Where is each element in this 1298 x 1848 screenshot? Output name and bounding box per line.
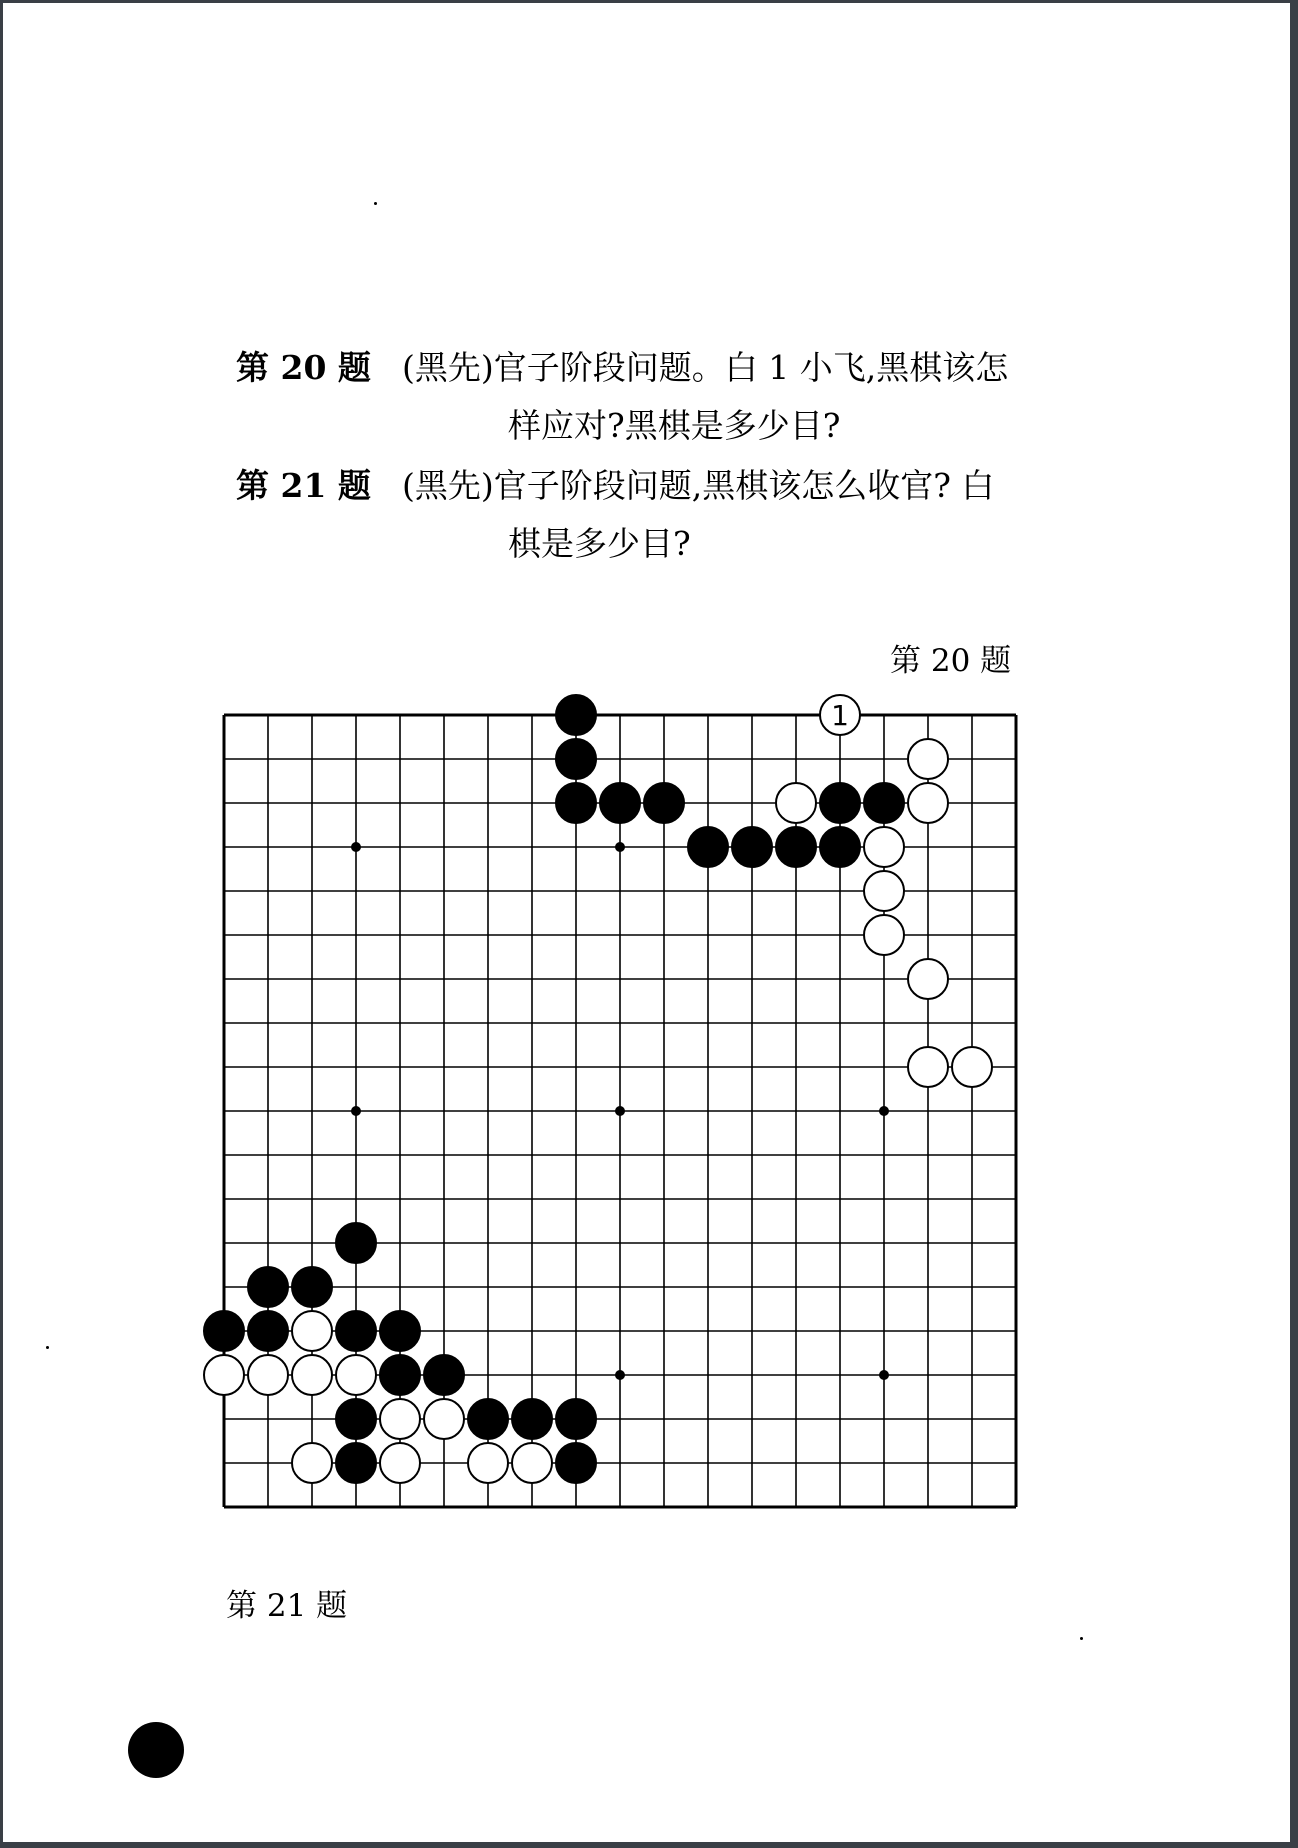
black-stone	[556, 695, 596, 735]
black-stone	[380, 1311, 420, 1351]
black-stone	[336, 1223, 376, 1263]
black-stone	[336, 1311, 376, 1351]
white-stone	[248, 1355, 288, 1395]
white-stone	[336, 1355, 376, 1395]
black-stone	[600, 783, 640, 823]
star-point	[351, 1106, 361, 1116]
scan-speck	[1080, 1637, 1083, 1640]
black-stone	[336, 1399, 376, 1439]
black-stone	[468, 1399, 508, 1439]
star-point	[615, 1106, 625, 1116]
page-blot	[128, 1722, 184, 1778]
black-stone	[512, 1399, 552, 1439]
white-stone	[292, 1311, 332, 1351]
black-stone	[556, 1399, 596, 1439]
black-stone	[820, 827, 860, 867]
white-stone	[512, 1443, 552, 1483]
scan-speck	[46, 1346, 49, 1349]
white-stone	[908, 959, 948, 999]
white-stone	[864, 915, 904, 955]
star-point	[879, 1106, 889, 1116]
problem-20-label: 第 20 题	[236, 348, 371, 387]
white-stone	[952, 1047, 992, 1087]
white-stone	[864, 871, 904, 911]
black-stone	[556, 783, 596, 823]
stones	[204, 695, 992, 1483]
white-stone	[864, 827, 904, 867]
problem-20-text-line2: 样应对?黑棋是多少目?	[508, 406, 841, 445]
white-stone	[424, 1399, 464, 1439]
black-stone	[776, 827, 816, 867]
problem-20-text-line1: (黑先)官子阶段问题。白 1 小飞,黑棋该怎	[402, 348, 1009, 387]
black-stone	[556, 739, 596, 779]
star-point	[351, 842, 361, 852]
black-stone	[424, 1355, 464, 1395]
white-stone	[908, 1047, 948, 1087]
problem-21-text-line1: (黑先)官子阶段问题,黑棋该怎么收官? 白	[402, 466, 995, 505]
star-point	[615, 842, 625, 852]
black-stone	[248, 1311, 288, 1351]
black-stone	[644, 783, 684, 823]
black-stone	[380, 1355, 420, 1395]
white-stone	[776, 783, 816, 823]
white-stone	[380, 1443, 420, 1483]
white-stone	[380, 1399, 420, 1439]
black-stone	[732, 827, 772, 867]
white-stone	[292, 1355, 332, 1395]
white-stone	[468, 1443, 508, 1483]
problem-21-text-line2: 棋是多少目?	[508, 524, 691, 563]
star-point	[879, 1370, 889, 1380]
white-stone	[908, 739, 948, 779]
black-stone	[864, 783, 904, 823]
black-stone	[556, 1443, 596, 1483]
black-stone	[292, 1267, 332, 1307]
caption-problem-21: 第 21 题	[226, 1588, 348, 1624]
star-point	[615, 1370, 625, 1380]
black-stone	[688, 827, 728, 867]
black-stone	[248, 1267, 288, 1307]
caption-problem-20: 第 20 题	[890, 643, 1012, 679]
black-stone	[204, 1311, 244, 1351]
black-stone	[820, 783, 860, 823]
scan-speck	[374, 202, 377, 205]
white-stone	[292, 1443, 332, 1483]
move-number-label: 1	[831, 699, 849, 732]
white-stone	[204, 1355, 244, 1395]
problem-21-label: 第 21 题	[236, 466, 371, 505]
black-stone	[336, 1443, 376, 1483]
white-stone	[908, 783, 948, 823]
